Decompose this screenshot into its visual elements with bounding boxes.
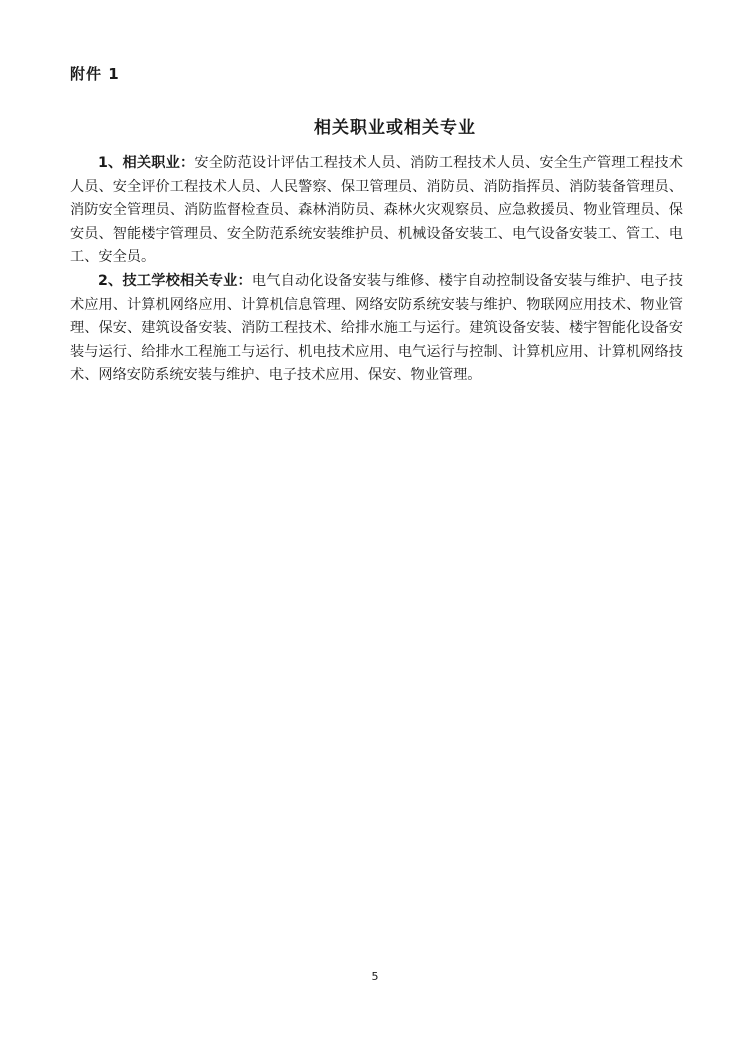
paragraph-lead: 2、技工学校相关专业： xyxy=(98,272,252,289)
document-title: 相关职业或相关专业 xyxy=(314,118,476,138)
paragraph-related-majors xyxy=(70,270,683,388)
attachment-label: 附件 1 xyxy=(70,65,120,83)
paragraph-lead: 1、相关职业： xyxy=(98,155,195,171)
paragraph-related-occupations xyxy=(70,152,683,270)
document-body xyxy=(70,152,683,388)
paragraph-text: 电气自动化设备安装与维修、楼宇自动控制设备安装与维护、电子技术应用、计算机网络应用、计算机信息管理、网络安防系统安装与维护、物联网应用技术、物业管理、保安、建筑设备安装、消防工程技术、给排水施工与运行。建筑设备安装、楼宇智能化设备安装与运行、给排水工程施工与运行、机电技术应用、电气运行与控制、计算机应用、计算机网络技术、网络安防系统安装与维护、电子技术应用、保安、物业管理。 xyxy=(70,272,683,384)
paragraph-text: 安全防范设计评估工程技术人员、消防工程技术人员、安全生产管理工程技术人员、安全评价工程技术人员、人民警察、保卫管理员、消防员、消防指挥员、消防装备管理员、消防安全管理员、消防监督检查员、森林消防员、森林火灾观察员、应急救援员、物业管理员、保安员、智能楼宇管理员、安全防范系统安装维护员、机械设备安装工、电气设备安装工、管工、电工、安全员。 xyxy=(70,155,683,266)
page-number: 5 xyxy=(371,970,379,983)
